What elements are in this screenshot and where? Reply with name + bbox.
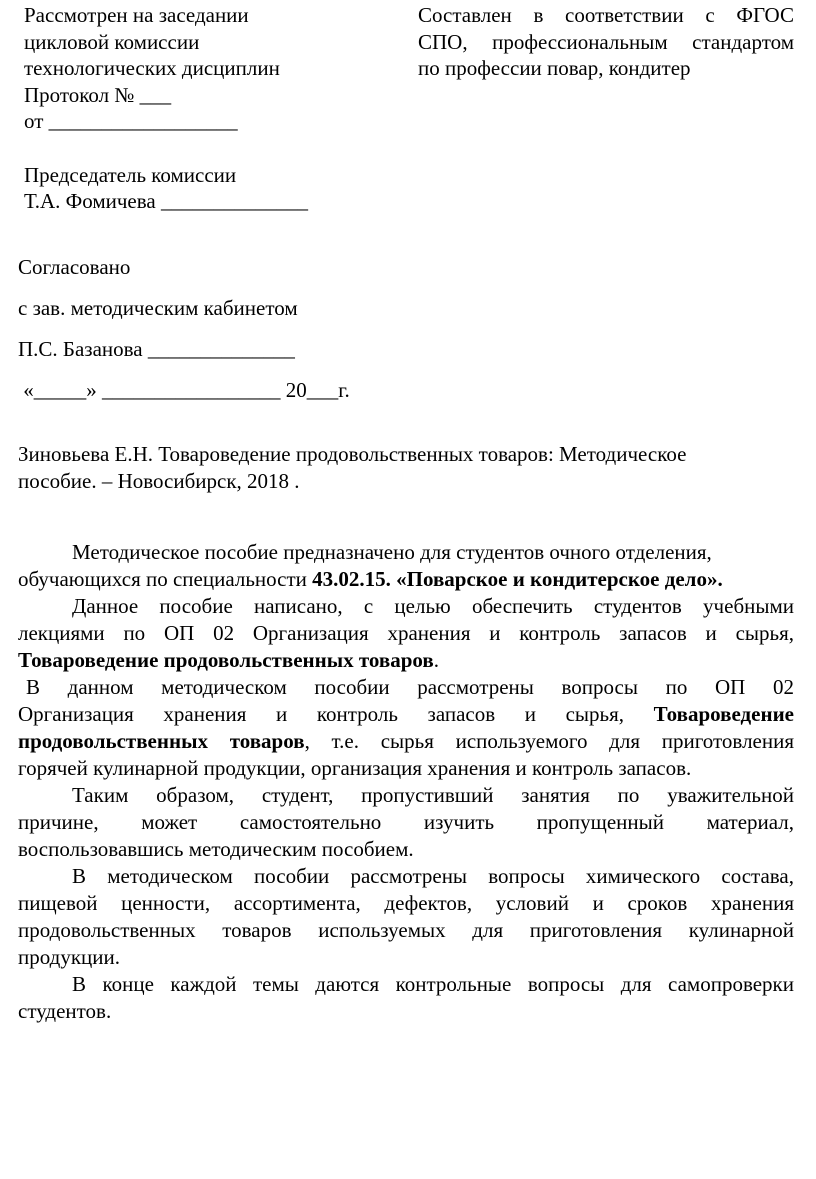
chair-name: Т.А. Фомичева ______________ xyxy=(24,189,308,213)
approval-name: П.С. Базанова ______________ xyxy=(18,337,295,361)
approval-with: с зав. методическим кабинетом xyxy=(18,296,298,320)
p3-bold-2: продовольственных товаров xyxy=(18,729,305,753)
p3-bold: Товароведение xyxy=(653,702,794,726)
paragraph-6-line-1: В конце каждой темы даются контрольные вопросы для самопроверки xyxy=(72,972,794,996)
protocol-number: Протокол № ___ xyxy=(24,82,172,107)
paragraph-3-line-3 xyxy=(18,728,794,755)
compliance-line-3: по профессии повар, кондитер xyxy=(418,56,691,80)
protocol-date: от __________________ xyxy=(24,109,238,133)
paragraph-5-line-1: В методическом пособии рассмотрены вопросы химического состава, xyxy=(72,864,794,888)
review-line-2: цикловой комиссии xyxy=(24,29,200,54)
review-line-1: Рассмотрен на заседании xyxy=(24,3,249,27)
chair-title: Председатель комиссии xyxy=(24,162,237,187)
paragraph-1-line-1: Методическое пособие предназначено для студентов очного отделения, xyxy=(72,540,712,564)
paragraph-1-line-2 xyxy=(18,566,794,593)
p3-text: Организация хранения и контроль запасов и сырья, xyxy=(18,702,654,726)
specialty-intro: обучающихся по специальности xyxy=(18,567,313,591)
reference-line-2: пособие. – Новосибирск, 2018 . xyxy=(18,469,300,493)
specialty-code: 43.02.15. «Поварское и кондитерское дело». xyxy=(312,567,723,591)
committee-review-block xyxy=(24,2,384,215)
paragraph-4-line-1: Таким образом, студент, пропустивший занятия по уважительной xyxy=(72,783,794,807)
paragraph-4-line-3: воспользовавшись методическим пособием. xyxy=(18,837,414,861)
reference-line-1: Зиновьева Е.Н. Товароведение продовольственных товаров: Методическое xyxy=(18,442,687,466)
paragraph-2-line-1: Данное пособие написано, с целью обеспечить студентов учебными xyxy=(72,594,794,618)
paragraph-3-line-2 xyxy=(18,701,794,728)
paragraph-4-line-2: причине, может самостоятельно изучить пропущенный материал, xyxy=(18,810,794,834)
approval-block xyxy=(18,254,518,418)
paragraph-5-line-4: продукции. xyxy=(18,945,120,969)
period: . xyxy=(433,648,439,672)
p3-text-2: , т.е. сырья используемого для приготовления xyxy=(304,729,795,753)
paragraph-6-line-2: студентов. xyxy=(18,999,112,1023)
approval-agreed: Согласовано xyxy=(18,255,131,279)
paragraph-3-line-1: В данном методическом пособии рассмотрены вопросы по ОП 02 xyxy=(26,675,794,699)
annotation-text xyxy=(18,539,794,1025)
paragraph-5-line-2: пищевой ценности, ассортимента, дефектов, условий и сроков хранения xyxy=(18,891,794,915)
spacer xyxy=(24,135,384,162)
standards-compliance-block xyxy=(418,2,794,82)
compliance-line-1: Составлен в соответствии с ФГОС xyxy=(418,3,794,27)
approval-date: «_____» _________________ 20___г. xyxy=(18,378,350,402)
subject-title: Товароведение продовольственных товаров xyxy=(18,648,434,672)
paragraph-2-line-3 xyxy=(18,647,794,674)
paragraph-2-line-2: лекциями по ОП 02 Организация хранения и контроль запасов и сырья, xyxy=(18,621,794,645)
paragraph-5-line-3: продовольственных товаров используемых для приготовления кулинарной xyxy=(18,918,794,942)
review-line-3: технологических дисциплин xyxy=(24,56,280,80)
compliance-line-2: СПО, профессиональным стандартом xyxy=(418,29,794,54)
paragraph-3-line-4: горячей кулинарной продукции, организация хранения и контроль запасов. xyxy=(18,756,692,780)
bibliographic-reference xyxy=(18,441,798,495)
